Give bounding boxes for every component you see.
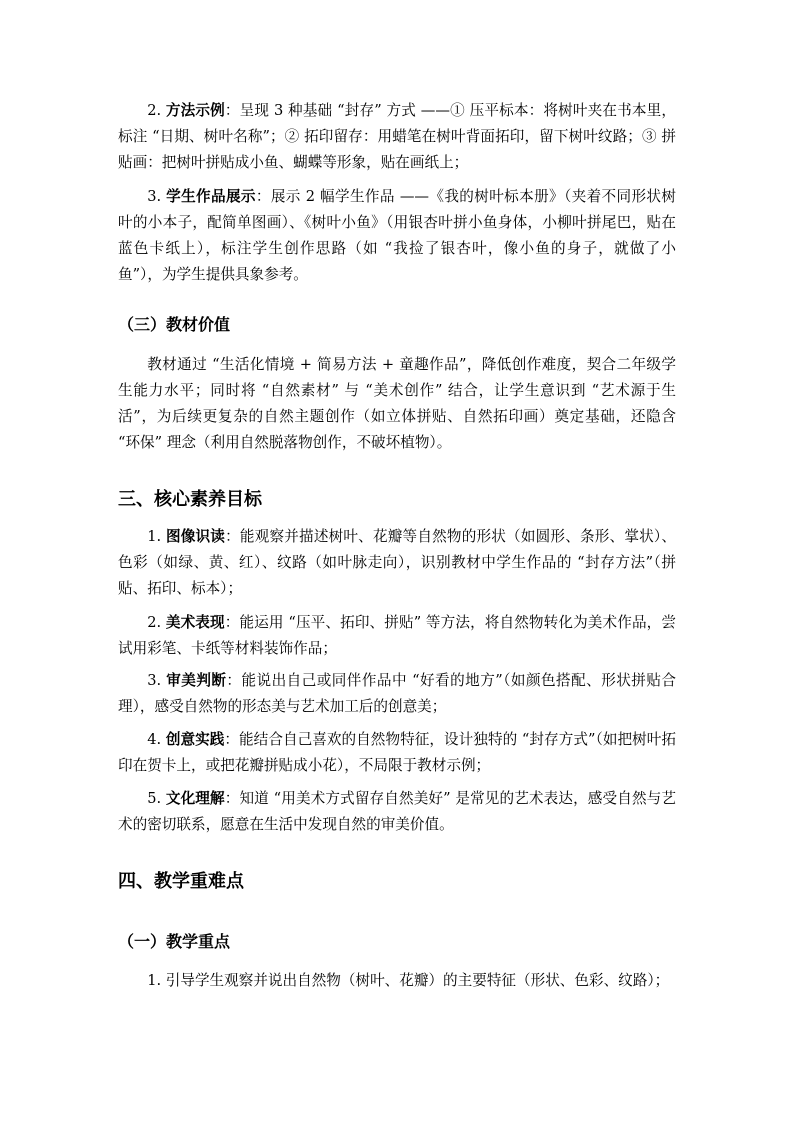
- goal-item-5: [118, 786, 676, 838]
- item-number: 2.: [147, 614, 166, 631]
- goal-item-2: [118, 610, 676, 662]
- item-label: 美术表现: [165, 614, 225, 631]
- item-text: ：能结合自己喜欢的自然物特征，设计独特的 “封存方式”（如把树叶拓印在贺卡上，或把花瓣拼贴成小花），不局限于教材示例；: [118, 731, 676, 774]
- item-number: 2.: [147, 102, 166, 119]
- subheading-teaching-focus: （一）教学重点: [118, 932, 231, 951]
- item-label: 创意实践: [165, 731, 225, 748]
- item-text: ：能运用 “压平、拓印、拼贴” 等方法，将自然物转化为美术作品，尝试用彩笔、卡纸等材料装饰作品；: [118, 614, 676, 657]
- item-text: ：呈现 3 种基础 “封存” 方式 ——① 压平标本：将树叶夹在书本里，标注 “日期、树叶名称”；② 拓印留存：用蜡笔在树叶背面拓印，留下树叶纹路；③ 拼贴画：把树叶拼贴成小鱼、蝴蝶等形象，贴在画纸上；: [118, 102, 676, 171]
- item-text: ：能观察并描述树叶、花瓣等自然物的形状（如圆形、条形、掌状）、色彩（如绿、黄、红）、纹路（如叶脉走向），识别教材中学生作品的 “封存方法”（拼贴、拓印、标本）；: [118, 528, 676, 597]
- item-label: 学生作品展示: [166, 188, 256, 205]
- item-text: ：知道 “用美术方式留存自然美好” 是常见的艺术表达，感受自然与艺术的密切联系，愿意在生活中发现自然的审美价值。: [118, 790, 676, 833]
- goal-item-4: [118, 727, 676, 779]
- goal-item-1: [118, 524, 676, 602]
- item-text: ：能说出自己或同伴作品中 “好看的地方”（如颜色搭配、形状拼贴合理），感受自然物的形态美与艺术加工后的创意美；: [118, 672, 676, 715]
- section-heading-keypoints: 四、教学重难点: [118, 871, 244, 892]
- item-number: 5.: [147, 790, 166, 807]
- section-heading-value: （三）教材价值: [118, 315, 231, 334]
- item-number: 4.: [147, 731, 166, 748]
- goal-item-3: [118, 668, 676, 720]
- section-heading-goals: 三、核心素养目标: [118, 489, 262, 510]
- item-number: 3.: [147, 672, 167, 689]
- item-label: 图像识读: [165, 528, 226, 545]
- item-text: ：展示 2 幅学生作品 ——《我的树叶标本册》（夹着不同形状树叶的小本子，配简单图画）、《树叶小鱼》（用银杏叶拼小鱼身体，小柳叶拼尾巴，贴在蓝色卡纸上），标注学生创作思路（如 “我捡了银杏叶，像小鱼的身子，就做了小鱼”），为学生提供具象参考。: [118, 188, 676, 283]
- item-label: 审美判断: [166, 672, 227, 689]
- item-label: 方法示例: [165, 102, 225, 119]
- item-number: 1.: [147, 528, 166, 545]
- keypoint-item-1: 1. 引导学生观察并说出自然物（树叶、花瓣）的主要特征（形状、色彩、纹路）；: [147, 972, 670, 989]
- method-example-paragraph: [118, 98, 676, 176]
- item-label: 文化理解: [165, 790, 225, 807]
- student-works-paragraph: [118, 184, 676, 288]
- value-paragraph: 教材通过 “生活化情境 + 简易方法 + 童趣作品”，降低创作难度，契合二年级学生能力水平；同时将 “自然素材” 与 “美术创作” 结合，让学生意识到 “艺术源于生活”，为后续更复杂的自然主题创作（如立体拼贴、自然拓印画）奠定基础，还隐含 “环保” 理念（利用自然脱落物创作，不破坏植物）。: [118, 356, 676, 451]
- item-number: 3.: [147, 188, 167, 205]
